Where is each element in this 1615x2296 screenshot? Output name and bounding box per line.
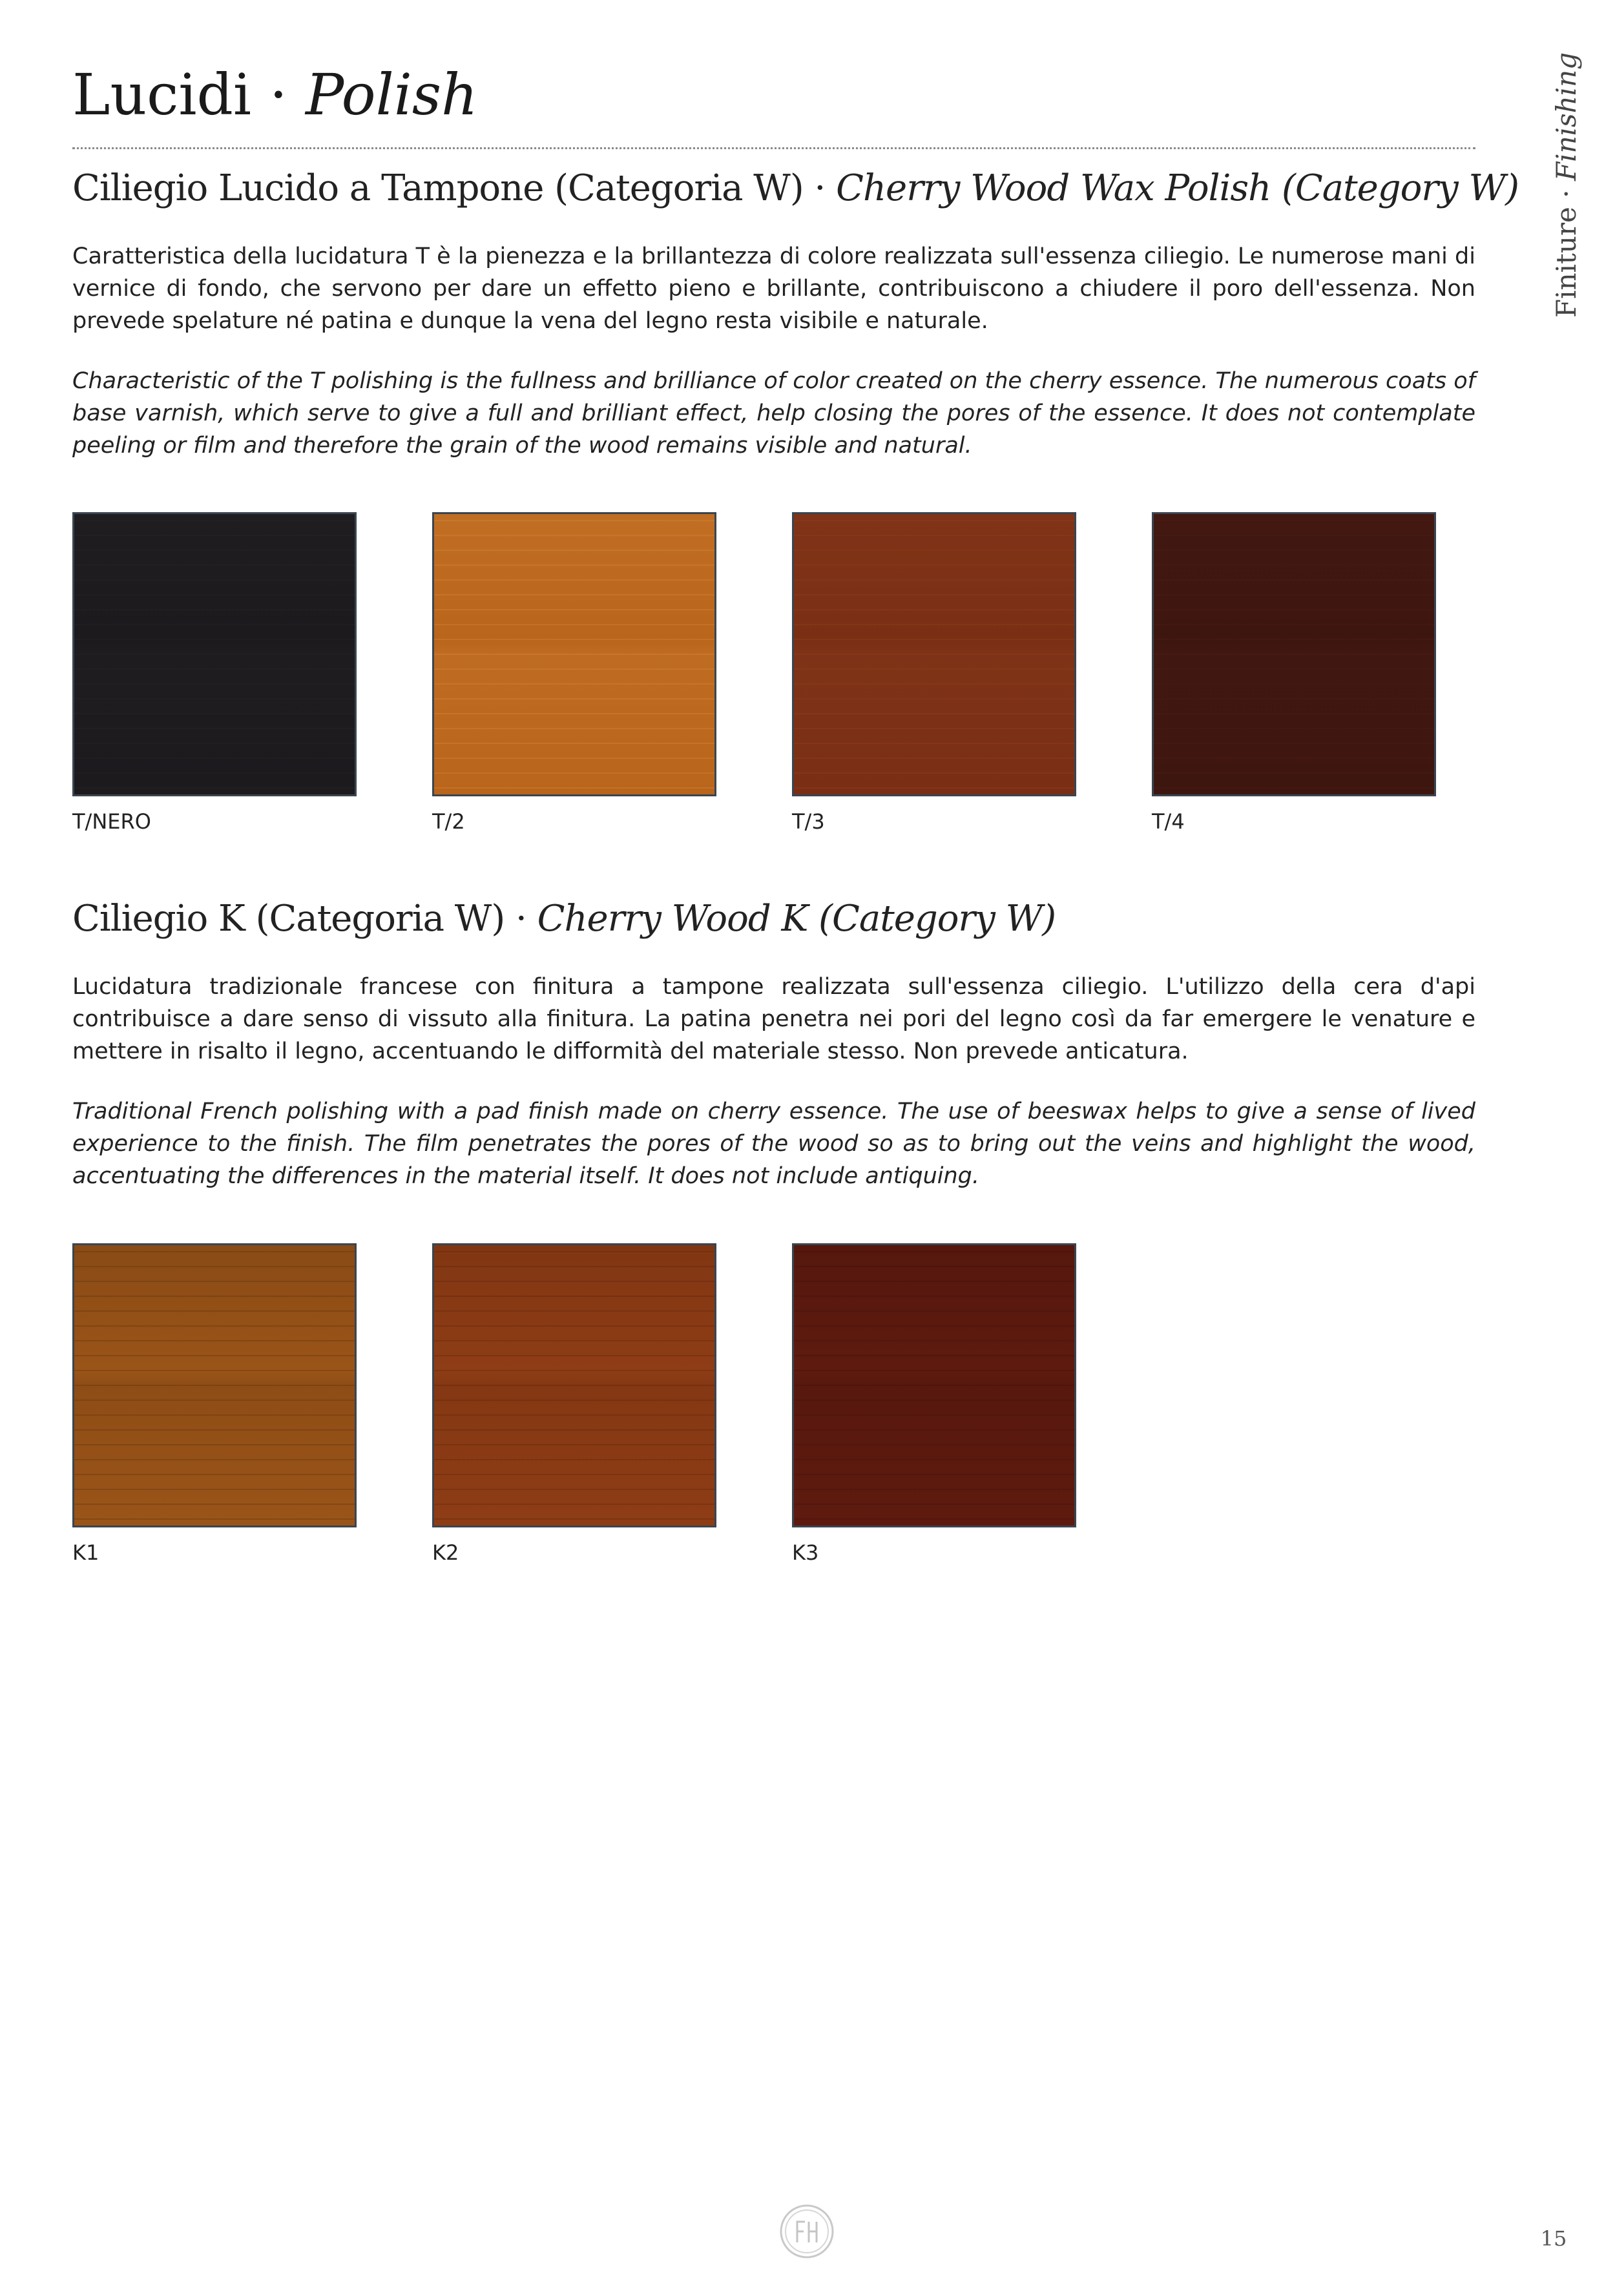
- swatch-label: T/4: [1152, 809, 1185, 834]
- side-label-en: Finishing: [1550, 52, 1582, 181]
- side-label-separator: ·: [1550, 189, 1582, 198]
- swatch-k2[interactable]: [432, 1243, 716, 1527]
- description-english: Traditional French polishing with a pad finish made on cherry essence. The use of beeswax helps to give a sense of lived experience to the finish. The film penetrates the pores of the wood so as to bring out the veins and highlight the wood, accentuating the differences in the material itself. It does not include antiquing.: [72, 1099, 1475, 1189]
- description-italian: Lucidatura tradizionale francese con finitura a tampone realizzata sull'essenza ciliegio. L'utilizzo della cera d'api contribuisce a dare senso di vissuto alla finitura. La patina penetra nei pori del legno così da far emergere le venature e mettere in risalto il legno, accentuando le difformità del materiale stesso. Non prevede anticatura.: [72, 974, 1475, 1064]
- swatch-k1[interactable]: [72, 1243, 357, 1527]
- description-english: Characteristic of the T polishing is the fullness and brilliance of color created on the cherry essence. The numerous coats of base varnish, which serve to give a full and brilliant effect, help closing the pores of the essence. It does not contemplate peeling or film and therefore the grain of the wood remains visible and natural.: [72, 368, 1475, 459]
- section-title-separator: ·: [516, 898, 526, 940]
- swatch-t-2[interactable]: [432, 512, 716, 796]
- section-title-en: Cherry Wood Wax Polish (Category W): [836, 167, 1519, 209]
- section-title-wax-polish: [72, 166, 1519, 211]
- swatch-k3[interactable]: [792, 1243, 1076, 1527]
- swatch-label: K3: [792, 1540, 819, 1565]
- page-number: 15: [1540, 2226, 1567, 2251]
- section-title-separator: ·: [814, 167, 826, 209]
- page-title-en: Polish: [305, 61, 478, 128]
- section-title-it: Ciliegio Lucido a Tampone (Categoria W): [72, 167, 804, 209]
- page-title: [72, 59, 478, 130]
- swatch-label: T/3: [792, 809, 825, 834]
- dotted-divider: [72, 147, 1475, 149]
- section-title-en: Cherry Wood K (Category W): [537, 898, 1056, 940]
- section-title-cherry-k: [72, 896, 1056, 942]
- swatch-t-4[interactable]: [1152, 512, 1436, 796]
- section-title-it: Ciliegio K (Categoria W): [72, 898, 505, 940]
- description-italian: Caratteristica della lucidatura T è la pienezza e la brillantezza di colore realizzata sull'essenza ciliegio. Le numerose mani di vernice di fondo, che servono per dare un effetto pieno e brillante, contribuiscono a chiudere il poro dell'essenza. Non prevede spelature né patina e dunque la vena del legno resta visibile e naturale.: [72, 243, 1475, 334]
- side-section-label: [1550, 52, 1583, 318]
- brand-logo-icon: [779, 2204, 835, 2259]
- swatch-t-nero[interactable]: [72, 512, 357, 796]
- side-label-it: Finiture: [1550, 207, 1582, 318]
- swatch-label: K2: [432, 1540, 459, 1565]
- title-separator: ·: [269, 61, 287, 128]
- swatch-t-3[interactable]: [792, 512, 1076, 796]
- swatch-label: T/NERO: [72, 809, 151, 834]
- page-title-it: Lucidi: [72, 61, 252, 128]
- swatch-label: T/2: [432, 809, 465, 834]
- swatch-label: K1: [72, 1540, 99, 1565]
